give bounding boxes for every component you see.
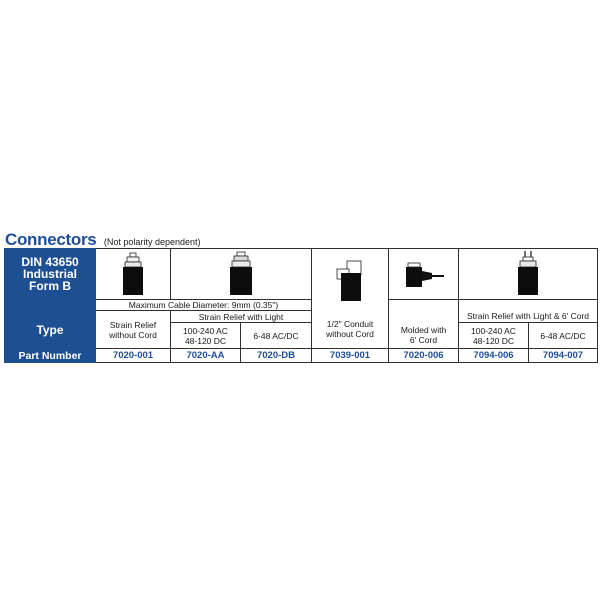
type-row-label: Type (5, 311, 96, 349)
section-title: Connectors (5, 230, 97, 249)
conduit-connector-icon (333, 257, 367, 303)
type-line: without Cord (326, 329, 374, 340)
connector-image-7020-light (171, 249, 312, 300)
part-number-cell: 7094-006 (459, 349, 529, 363)
part-number-cell: 7020-006 (389, 349, 459, 363)
part-number-cell: 7020-AA (171, 349, 241, 363)
connector-image-7039-001 (312, 249, 389, 311)
connector-plug-light-icon (226, 251, 256, 297)
section-heading (5, 230, 200, 250)
type-7039-001 (312, 311, 389, 349)
standard-label (5, 249, 96, 300)
part-number-cell: 7020-001 (96, 349, 171, 363)
type-line: 6' Cord (409, 335, 438, 346)
connectors-table (4, 248, 598, 363)
type-line: 1/2" Conduit (326, 319, 374, 330)
type-line: Molded with (400, 325, 447, 336)
type-line: 100-240 AC (471, 325, 516, 336)
part-number-row-label: Part Number (5, 349, 96, 363)
connector-plug-icon (118, 251, 148, 297)
standard-label-extension (5, 300, 96, 311)
connector-image-7020-006 (389, 249, 459, 300)
connector-image-7094 (459, 249, 598, 300)
part-number-cell: 7039-001 (312, 349, 389, 363)
type-line: 48-120 DC (184, 335, 227, 346)
type-7094-006 (459, 323, 529, 349)
connector-image-7020-001 (96, 249, 171, 300)
type-7094-007: 6-48 AC/DC (529, 323, 598, 349)
standard-line: DIN 43650 (21, 255, 79, 269)
type-line: 48-120 DC (472, 335, 515, 346)
type-line: 100-240 AC (183, 325, 228, 336)
standard-line: Industrial (22, 267, 77, 281)
section-subtitle: (Not polarity dependent) (103, 237, 201, 247)
molded-cord-connector-icon (402, 251, 446, 297)
part-number-cell: 7020-DB (241, 349, 312, 363)
type-7020-db: 6-48 AC/DC (241, 323, 312, 349)
group-strain-relief-light-cord: Strain Relief with Light & 6' Cord (459, 311, 598, 323)
type-7020-001 (96, 311, 171, 349)
type-line: Strain Relief (109, 319, 157, 330)
cable-diameter-note: Maximum Cable Diameter: 9mm (0.35") (96, 300, 312, 311)
type-line: without Cord (109, 329, 157, 340)
type-7020-aa (171, 323, 241, 349)
standard-line: Form B (29, 279, 71, 293)
group-light-cord-spacer (459, 300, 598, 311)
connector-light-cord-icon (513, 251, 543, 297)
molded-image-spacer (389, 300, 459, 323)
type-7020-006 (389, 323, 459, 349)
group-strain-relief-light: Strain Relief with Light (171, 311, 312, 323)
part-number-cell: 7094-007 (529, 349, 598, 363)
